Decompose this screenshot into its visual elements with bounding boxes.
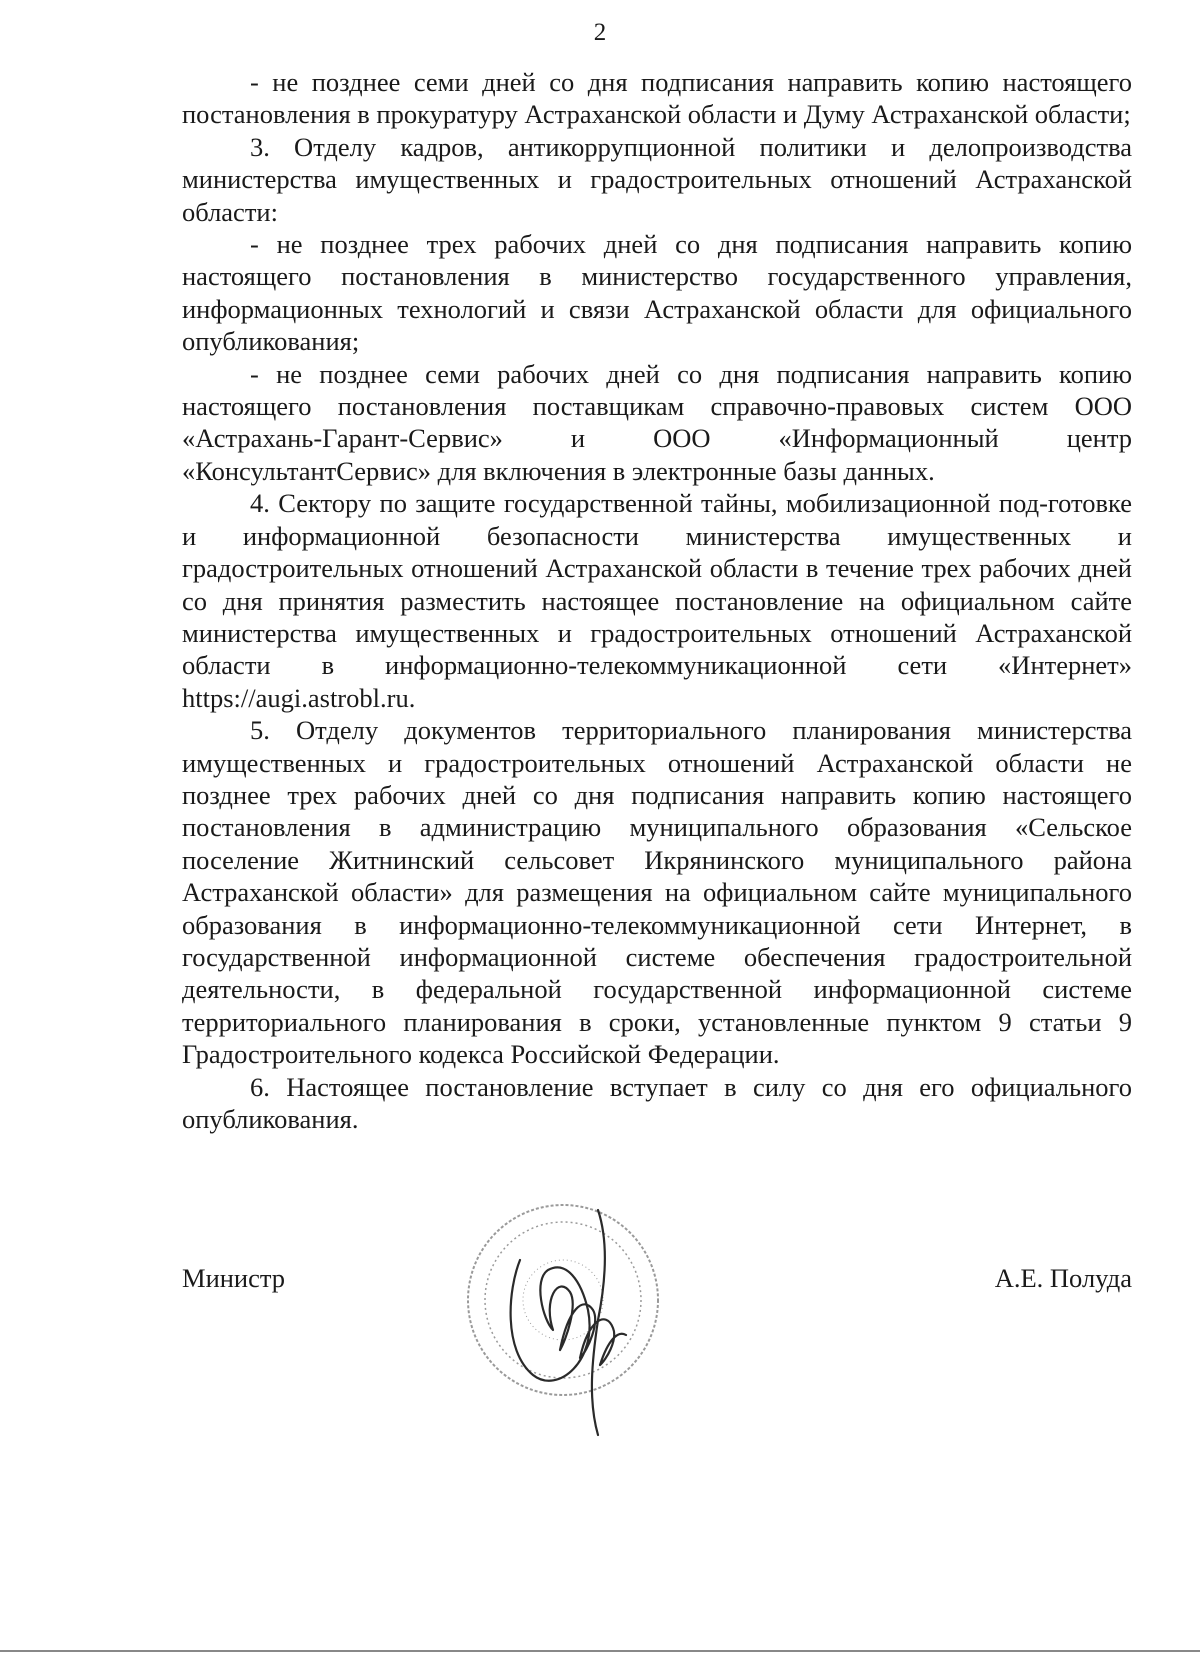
paragraph-prosecutor-copy: - не позднее семи дней со дня подписания направить копию настоящего постановления в прокуратуру Астраханской области и Думу Астраханской области; [182,67,1132,130]
signatory-position: Министр [182,1263,286,1293]
paragraph-publication-copy: - не позднее трех рабочих дней со дня подписания направить копию настоящего постановления в министерство государственного управления, информационных технологий и связи Астраханской области для официального опубликования; [182,229,1132,357]
paragraph-legal-systems-copy: - не позднее семи рабочих дней со дня подписания направить копию настоящего постановления поставщикам справочно-правовых систем ООО «Астрахань-Гарант-Сервис» и ООО «Информационный центр «КонсультантСервис» для включения в электронные базы данных. [182,358,1132,486]
paragraph-item-5: 5. Отделу документов территориального планирования министерства имущественных и градостроительных отношений Астраханской области не позднее трех рабочих дней со дня подписания направить копию настоящего постановления в администрацию муниципального образования «Сельское поселение Житнинский сельсовет Икрянинского муниципального района Астраханской области» для размещения на официальном сайте муниципального образования в информационно-телекоммуникационной сети Интернет, в государственной информационной системе обеспечения градостроительной деятельности, в федеральной государственной информационной системе территориального планирования в сроки, установленные пунктом 9 статьи 9 Градостроительного кодекса Российской Федерации. [182,715,1132,1070]
paragraph-item-6: 6. Настоящее постановление вступает в силу со дня его официального опубликования. [182,1071,1132,1134]
page-number: 2 [593,19,607,46]
signature-block [182,1262,1132,1302]
document-body [182,66,1132,1135]
signatory-name: А.Е. Полуда [994,1263,1132,1293]
paragraph-item-4: 4. Сектору по защите государственной тайны, мобилизационной под-готовке и информационной безопасности министерства имущественных и градостроительных отношений Астраханской области в течение трех рабочих дней со дня принятия разместить настоящее постановление на официальном сайте министерства имущественных и градостроительных отношений Астраханской области в информационно-телекоммуникационной сети «Интернет» https://augi.astrobl.ru. [182,488,1132,713]
bottom-divider [0,1650,1200,1652]
paragraph-item-3: 3. Отделу кадров, антикоррупционной политики и делопроизводства министерства имущественных и градостроительных отношений Астраханской области: [182,131,1132,227]
official-seal-with-signature [448,1200,678,1440]
signature-tail [592,1210,605,1435]
